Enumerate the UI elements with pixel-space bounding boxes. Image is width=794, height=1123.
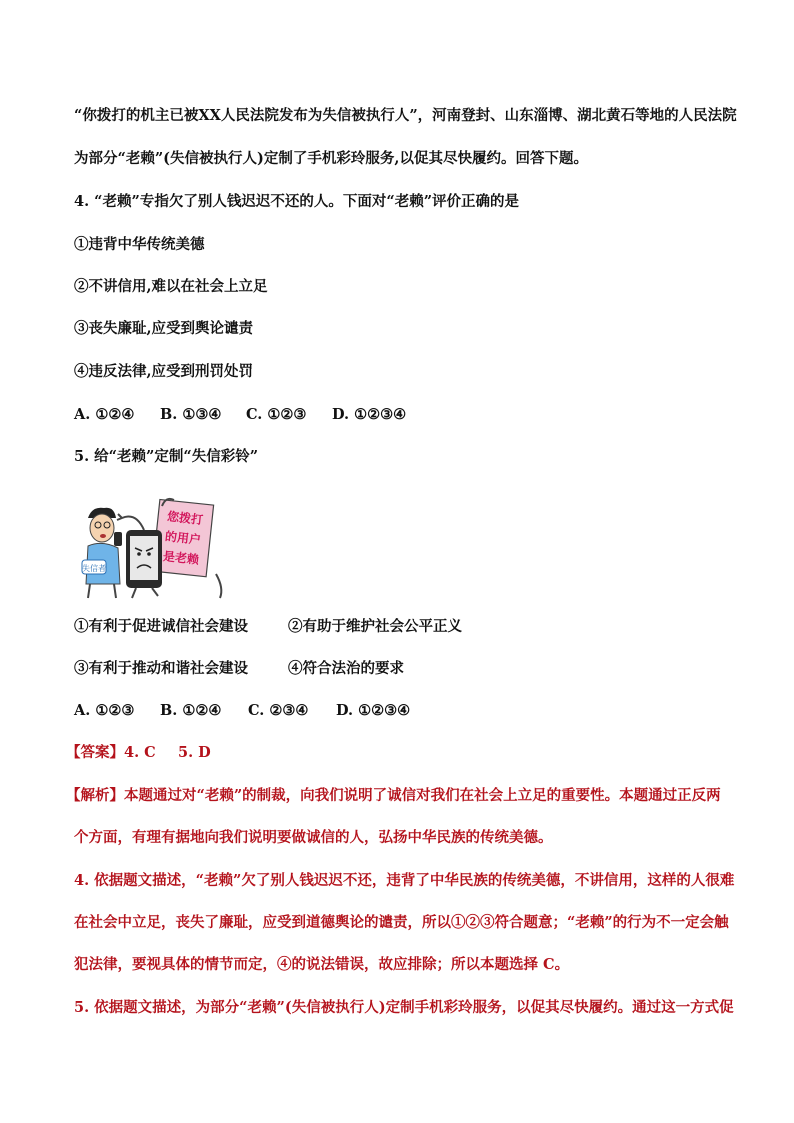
badge-text: 失信者 [82, 564, 106, 573]
answer-line [66, 743, 211, 763]
question-4-options [74, 405, 406, 425]
question-5-item-3: ③有利于推动和谐社会建设 [74, 660, 248, 677]
option-a: A. ①②④ [74, 406, 135, 423]
sign-text-3: 是老赖 [162, 549, 200, 567]
phone-screen [130, 536, 158, 580]
question-5-stem: 5. 给“老赖”定制“失信彩铃” [74, 448, 259, 465]
question-5-options [74, 701, 410, 721]
analysis-line-2: 个方面，有理有据地向我们说明要做诚信的人，弘扬中华民族的传统美德。 [74, 829, 553, 846]
sign-text-2: 的用户 [164, 529, 202, 547]
passage-line-2: 为部分“老赖”(失信被执行人)定制了手机彩玲服务,以促其尽快履约。回答下题。 [74, 150, 588, 167]
option-c: C. ①②③ [246, 406, 307, 423]
option-d: D. ①②③④ [336, 702, 411, 719]
hand-phone-icon [114, 532, 122, 546]
question-5-items-row-2 [74, 659, 404, 679]
question-4-item-2: ②不讲信用,难以在社会上立足 [74, 278, 268, 295]
question-4-stem: 4. “老赖”专指欠了别人钱迟迟不还的人。下面对“老赖”评价正确的是 [74, 193, 520, 210]
question-5-item-2: ②有助于维护社会公平正义 [288, 618, 462, 635]
cartoon-illustration [74, 492, 234, 600]
analysis-line-4: 在社会中立足，丧失了廉耻，应受到道德舆论的谴责，所以①②③符合题意；“老赖”的行为不一定会触 [74, 914, 729, 931]
sign-text-1: 您拨打 [166, 509, 204, 528]
phone-arm-left [117, 514, 144, 530]
answer-4: 4. C [124, 744, 156, 761]
option-b: B. ①②④ [160, 702, 222, 719]
answer-5: 5. D [178, 744, 211, 761]
analysis-line-1: 【解析】本题通过对“老赖”的制裁，向我们说明了诚信对我们在社会上立足的重要性。本题通过正反两 [66, 787, 721, 804]
question-4-item-1: ①违背中华传统美德 [74, 236, 205, 253]
question-5-items-row-1 [74, 617, 462, 637]
question-4-item-4: ④违反法律,应受到刑罚处罚 [74, 363, 254, 380]
answer-label: 【答案】 [66, 744, 124, 761]
option-b: B. ①③④ [160, 406, 222, 423]
question-5-item-4: ④符合法治的要求 [288, 660, 404, 677]
analysis-line-6: 5. 依据题文描述，为部分“老赖”(失信被执行人)定制手机彩玲服务，以促其尽快履约。通过这一方式促 [74, 999, 734, 1016]
option-d: D. ①②③④ [332, 406, 407, 423]
analysis-line-5: 犯法律，要视具体的情节而定，④的说法错误，故应排除；所以本题选择 C。 [74, 956, 570, 973]
passage-line-1: “你拨打的机主已被XX人民法院发布为失信被执行人”，河南登封、山东淄博、湖北黄石等地的人民法院 [74, 107, 737, 124]
question-4-item-3: ③丧失廉耻,应受到舆论谴责 [74, 320, 254, 337]
analysis-line-3: 4. 依据题文描述，“老赖”欠了别人钱迟迟不还，违背了中华民族的传统美德，不讲信用，这样的人很难 [74, 872, 735, 889]
question-5-item-1: ①有利于促进诚信社会建设 [74, 618, 248, 635]
option-a: A. ①②③ [74, 702, 135, 719]
option-c: C. ②③④ [248, 702, 309, 719]
